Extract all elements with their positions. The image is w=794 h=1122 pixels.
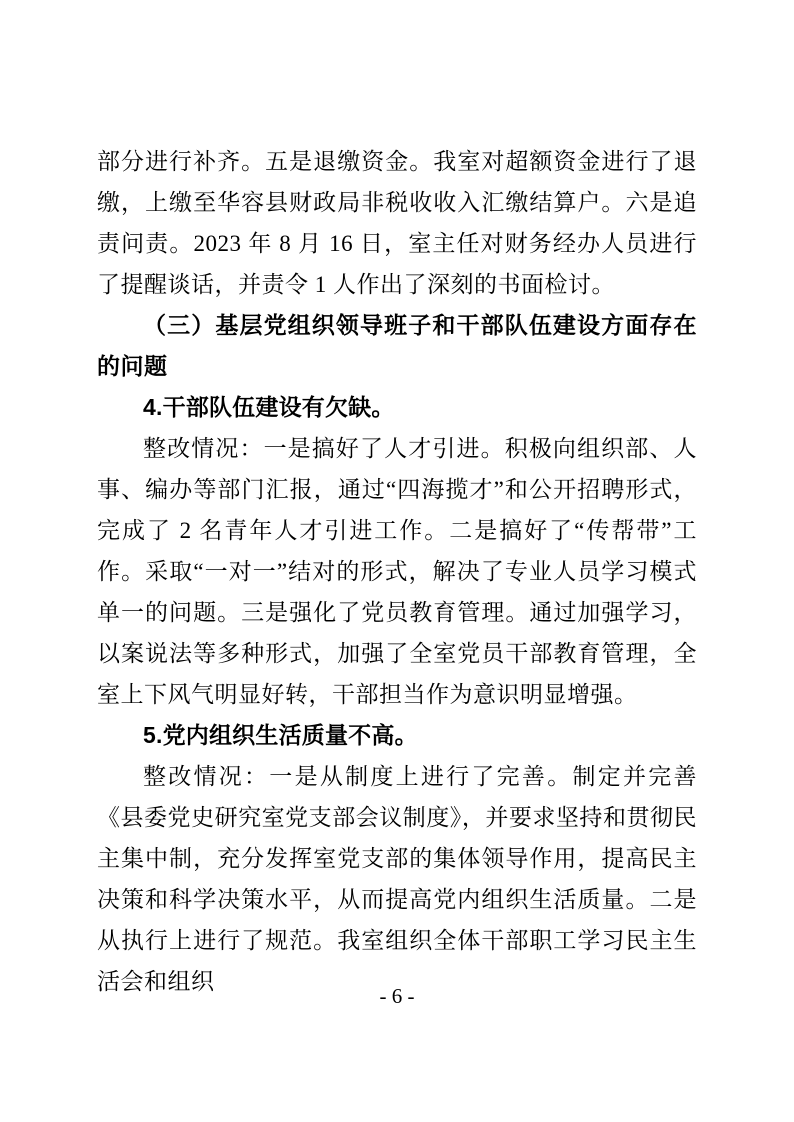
item-heading-4: 4.干部队伍建设有欠缺。 <box>143 394 395 420</box>
paragraph-continuation: 部分进行补齐。五是退缴资金。我室对超额资金进行了退缴，上缴至华容县财政局非税收收入汇缴结算户。六是追责问责。2023 年 8 月 16 日，室主任对财务经办人员进行了提醒谈话，并责令 1 人作出了深刻的书面检讨。 <box>97 149 697 297</box>
section-heading: （三）基层党组织领导班子和干部队伍建设方面存在的问题 <box>97 313 697 379</box>
paragraph-rectification-5: 整改情况：一是从制度上进行了完善。制定并完善《县委党史研究室党支部会议制度》，并要求坚持和贯彻民主集中制，充分发挥室党支部的集体领导作用，提高民主决策和科学决策水平，从而提高党内组织生活质量。二是从执行上进行了规范。我室组织全体干部职工学习民主生活会和组织 <box>97 764 697 994</box>
document-body <box>97 141 697 1002</box>
paragraph-rectification-4: 整改情况：一是搞好了人才引进。积极向组织部、人事、编办等部门汇报，通过“四海揽才”和公开招聘形式，完成了 2 名青年人才引进工作。二是搞好了“传帮带”工作。采取“一对一”结对的形式，解决了专业人员学习模式单一的问题。三是强化了党员教育管理。通过加强学习，以案说法等多种形式，加强了全室党员干部教育管理，全室上下风气明显好转，干部担当作为意识明显增强。 <box>97 436 697 707</box>
page-number: - 6 - <box>379 984 415 1008</box>
item-heading-5: 5.党内组织生活质量不高。 <box>143 722 418 748</box>
